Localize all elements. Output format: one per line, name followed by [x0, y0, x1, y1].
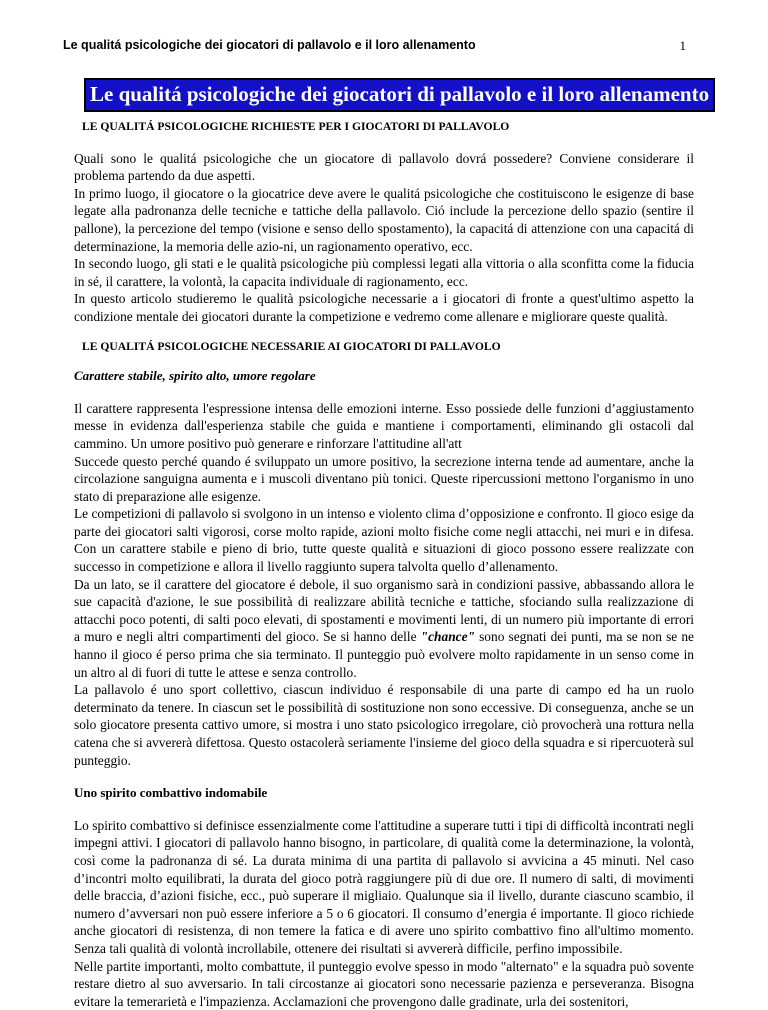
paragraph: Nelle partite importanti, molto combattute, il punteggio evolve spesso in modo "alternato" e la squadra può sovente restare dietro al suo avversario. In tali circostanze ai giocatori sono necessarie pazienza e perseveranza. Bisogna evitare la temerarietà e l'impazienza. Acclamazioni che provengono dalle gradinate, urla dei sostenitori,: [74, 958, 694, 1009]
page-title: Le qualitá psicologiche dei giocatori di pallavolo e il loro allenamento: [86, 80, 713, 110]
text-run: Da un lato, se il carattere del giocatore é debole, il suo organismo sarà in condizioni passive, abbassando allora le sue capacità d'azione, le sue possibilità di realizzare abilità tecniche e tattiche, sfociando sulla realizzazione di attacchi poco potenti, di salti poco elevati, di spostamenti e movimenti lenti, di un numero più importante di errori a muro e negli altri compartimenti del gioco. Se si hanno delle: [74, 576, 694, 645]
paragraph: In secondo luogo, gli stati e le qualità psicologiche più complessi legati alla vittoria o alla sconfitta come la fiducia in sé, il carattere, la volontà, la capacita individuale di ragionamento, ecc.: [74, 256, 694, 289]
section-heading-necessary-qualities: LE QUALITÁ PSICOLOGICHE NECESSARIE AI GIOCATORI DI PALLAVOLO: [82, 339, 501, 353]
paragraph: Le competizioni di pallavolo si svolgono in un intenso e violento clima d’opposizione e confronto. Il gioco esige da parte dei giocatori salti vigorosi, corse molto rapide, azioni molto fisiche come negli attacchi, nei muri e in difesa. Con un carattere stabile e pieno di brio, tutte queste qualità e situazioni di gioco possono essere realizzate con successo in competizione e allora il livello raggiunto supera talvolta quello d’allenamento.: [74, 506, 694, 575]
paragraph: Succede questo perché quando é sviluppato un umore positivo, la secrezione interna tende ad aumentare, anche la circolazione sanguigna aumenta e i muscoli diventano più tonici. Queste ripercussioni mettono l'organismo in uno stato di preparazione alle esigenze.: [74, 453, 694, 504]
subheading-fighting-spirit: Uno spirito combattivo indomabile: [74, 785, 268, 801]
text-run: sono segnati dei punti, ma se non se ne hanno il gioco é perso prima che sia terminato. Il punteggio può evolvere molto rapidamente in un senso come in un altro al di fuori di tutte le attese e senza controllo.: [74, 629, 694, 680]
paragraph: Quali sono le qualitá psicologiche che un giocatore di pallavolo dovrá possedere? Conviene considerare il problema partendo da due aspetti.: [74, 150, 694, 184]
paragraph: La pallavolo é uno sport collettivo, ciascun individuo é responsabile di una parte di campo ed ha un ruolo determinato da tenere. In ciascun set le possibilità di sostituzione non sono eccessive. Di conseguenza, anche se un solo giocatore presenta cattivo umore, si mostra i uno stato psicologico irregolare, ciò provocherà una rottura nella catena che si avvererà difettosa. Questo ostacolerà seriamente l'insieme del gioco della squadra e si ripercuoterà sul punteggio.: [74, 682, 694, 768]
section-requirements-body: [74, 150, 694, 326]
document-body: [74, 118, 694, 1010]
paragraph: Il carattere rappresenta l'espressione intensa delle emozioni interne. Esso possiede delle funzioni d’aggiustamento messe in evidenza dall'esperienza stabile che guida e mantiene i comportamenti, eliminando gli ostacoli dal cammino. Un umore positivo può generare e rinforzare l'attitudine all'att: [74, 400, 694, 451]
chance-emphasis: "chance": [420, 629, 475, 645]
subheading-stable-character: Carattere stabile, spirito alto, umore regolare: [74, 368, 316, 384]
section-heading-requirements: LE QUALITÁ PSICOLOGICHE RICHIESTE PER I GIOCATORI DI PALLAVOLO: [82, 120, 510, 133]
paragraph-chance: [74, 576, 694, 682]
paragraph: Lo spirito combattivo si definisce essenzialmente come l'attitudine a superare tutti i tipi di difficoltà incontrati negli impegni attivi. I giocatori di pallavolo hanno bisogno, in particolare, di qualità come la determinazione, la volontà, così come la padronanza di sé. La durata minima di una partita di pallavolo si avvicina a 45 minuti. Nel caso d’incontri molto equilibrati, la durata del gioco potrà raggiungere più di due ore. Il numero di salti, di movimenti delle braccia, d’azioni fisiche, ecc., può superare il migliaio. Qualunque sia il livello, durante ciascuno scambio, il numero d’avversari non può essere inferiore a 5 o 6 giocatori. Il consumo d’energia é importante. Il gioco richiede anche giocatori di resistenza, di non temere la fatica e di avere uno spirito combattivo fino all'ultimo momento. Senza tali qualità di volontà incrollabile, ottenere dei risultati si avvererà difficile, perfino impossibile.: [74, 817, 694, 956]
paragraph: In questo articolo studieremo le qualità psicologiche necessarie a i giocatori di fronte a quest'ultimo aspetto la condizione mentale dei giocatori durante la competizione e vedremo come allenare e migliorare queste qualità.: [74, 291, 694, 324]
page-header: [63, 38, 686, 56]
subsection-character-body: [74, 400, 694, 769]
running-title: Le qualitá psicologiche dei giocatori di pallavolo e il loro allenamento: [63, 38, 476, 52]
subsection-fighting-spirit-body: [74, 817, 694, 1010]
page-number: 1: [679, 38, 686, 53]
title-wrap: [86, 80, 710, 110]
paragraph: In primo luogo, il giocatore o la giocatrice deve avere le qualitá psicologiche che costituiscono le esigenze di base legate alla padronanza delle tecniche e tattiche della pallavolo. Ció include la percezione dello spazio (sentire il pallone), la percezione del tempo (visione e senso dello spostamento), la capacitá di attenzione con una capacitá di determinazione, la memoria delle azio-ni, un ragionamento operativo, ecc.: [74, 185, 694, 254]
